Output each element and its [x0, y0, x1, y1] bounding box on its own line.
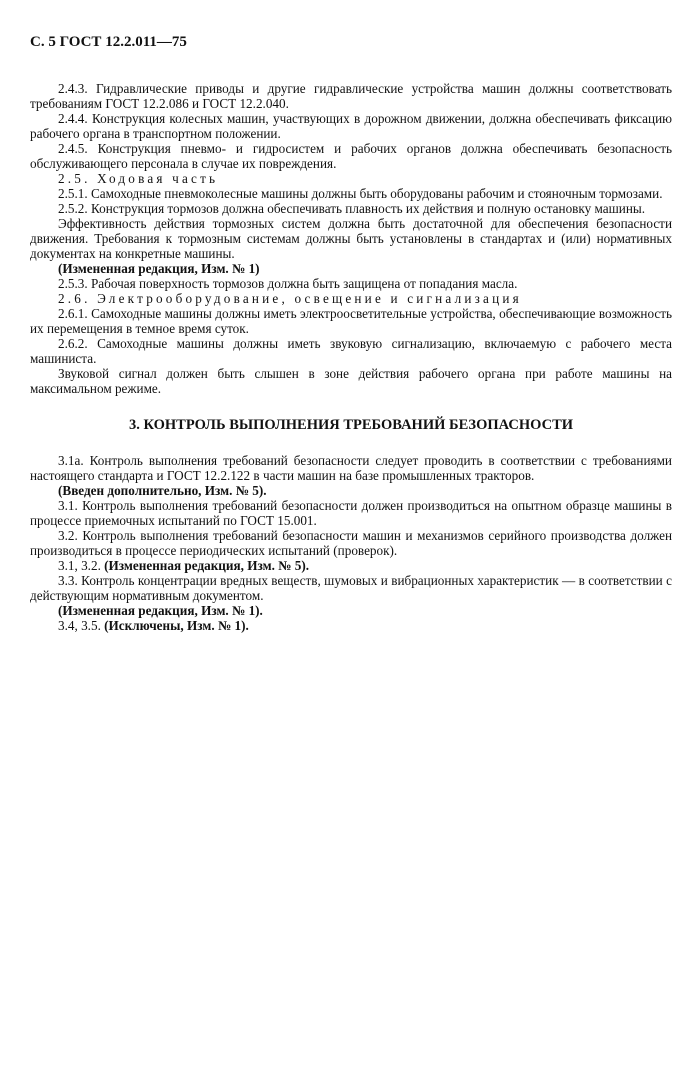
paragraph-3-1: 3.1. Контроль выполнения требований безопасности должен производиться на опытном образце машины в процессе приемочных испытаний по ГОСТ 15.001. [30, 498, 672, 528]
paragraph-2-4-4: 2.4.4. Конструкция колесных машин, участвующих в дорожном движении, должна обеспечивать фиксацию рабочего органа в транспортном положении. [30, 111, 672, 141]
paragraph-2-6-2: 2.6.2. Самоходные машины должны иметь звуковую сигнализацию, включаемую с рабочего места машиниста. [30, 336, 672, 366]
amendment-note: (Измененная редакция, Изм. № 1). [58, 603, 263, 618]
paragraph-brake-efficiency: Эффективность действия тормозных систем должна быть достаточной для обеспечения безопасности движения. Требования к тормозным системам должны быть установлены в стандартах и (или) нормативных документах на конкретные машины. [30, 216, 672, 261]
amendment-note: (Измененная редакция, Изм. № 1) [58, 261, 260, 276]
paragraph-2-6-1: 2.6.1. Самоходные машины должны иметь электроосветительные устройства, обеспечивающие возможность их перемещения в темное время суток. [30, 306, 672, 336]
document-body [30, 81, 672, 633]
amendment-line-3-4-3-5 [30, 618, 672, 633]
subsection-heading-2-5: 2.5. Ходовая часть [58, 171, 219, 186]
paragraph-3-1a: 3.1а. Контроль выполнения требований безопасности следует проводить в соответствии с требованиями настоящего стандарта и ГОСТ 12.2.122 в части машин на базе промышленных тракторов. [30, 453, 672, 483]
paragraph-sound-signal: Звуковой сигнал должен быть слышен в зоне действия рабочего органа при работе машины на максимальном режиме. [30, 366, 672, 396]
amendment-line-3-1-3-2 [30, 558, 672, 573]
amendment-ref: 3.4, 3.5. [58, 618, 105, 633]
paragraph-2-5-1: 2.5.1. Самоходные пневмоколесные машины должны быть оборудованы рабочим и стояночным тормозами. [58, 186, 663, 201]
page-header: С. 5 ГОСТ 12.2.011—75 [30, 34, 187, 50]
paragraph-3-3: 3.3. Контроль концентрации вредных веществ, шумовых и вибрационных характеристик — в соответствии с действующим нормативным документом. [30, 573, 672, 603]
paragraph-2-4-3: 2.4.3. Гидравлические приводы и другие гидравлические устройства машин должны соответствовать требованиям ГОСТ 12.2.086 и ГОСТ 12.2.040. [30, 81, 672, 111]
amendment-ref: 3.1, 3.2. [58, 558, 105, 573]
paragraph-2-5-2: 2.5.2. Конструкция тормозов должна обеспечивать плавность их действия и полную остановку машины. [58, 201, 646, 216]
amendment-note: (Измененная редакция, Изм. № 5). [104, 558, 310, 573]
amendment-note: (Введен дополнительно, Изм. № 5). [58, 483, 267, 498]
section-3-title: 3. КОНТРОЛЬ ВЫПОЛНЕНИЯ ТРЕБОВАНИЙ БЕЗОПАСНОСТИ [128, 417, 574, 433]
subsection-heading-2-6: 2.6. Электрооборудование, освещение и сигнализация [58, 291, 522, 306]
amendment-note: (Исключены, Изм. № 1). [104, 618, 249, 633]
paragraph-3-2: 3.2. Контроль выполнения требований безопасности машин и механизмов серийного производства должен производиться в процессе периодических испытаний (проверок). [30, 528, 672, 558]
paragraph-2-5-3: 2.5.3. Рабочая поверхность тормозов должна быть защищена от попадания масла. [58, 276, 518, 291]
paragraph-2-4-5: 2.4.5. Конструкция пневмо- и гидросистем и рабочих органов должна обеспечивать безопасность обслуживающего персонала в случае их повреждения. [30, 141, 672, 171]
